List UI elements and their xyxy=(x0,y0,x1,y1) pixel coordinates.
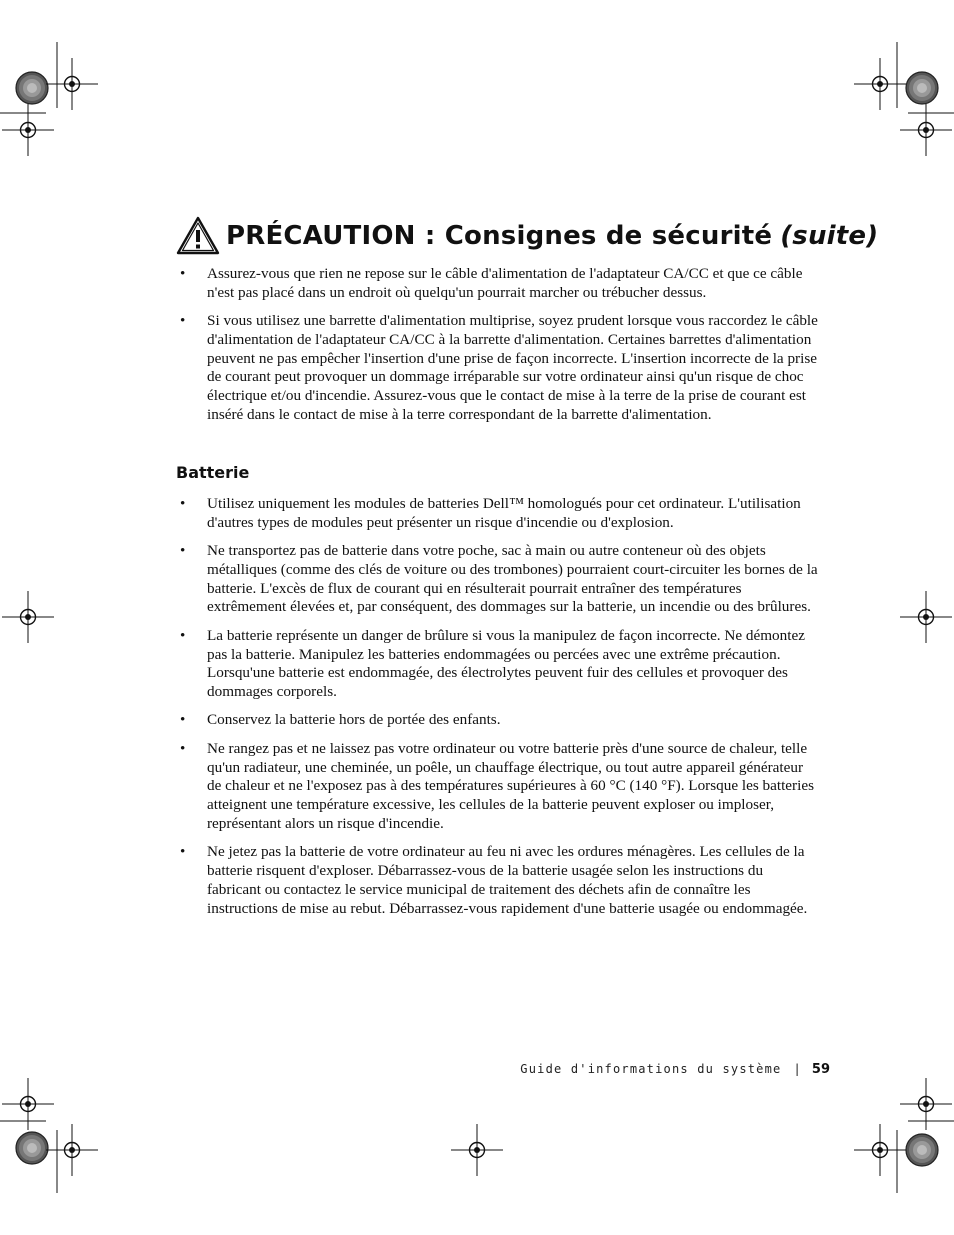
title-suite: (suite) xyxy=(780,221,879,251)
list-item-text: Ne transportez pas de batterie dans votre poche, sac à main ou autre conteneur où des objets métalliques (comme des clés de voiture ou des trombones) pourraient court-circuiter les bornes de la batterie. L'excès de flux de courant qui en résulterait pourrait entraîner des températures extrêmement élevées et, par conséquent, des dommages sur la batterie, un incendie ou des brûlures. xyxy=(207,542,818,616)
footer-guide-title: Guide d'informations du système xyxy=(520,1062,782,1076)
registration-crosshair-icon xyxy=(2,1078,54,1130)
list-item-text: Ne rangez pas et ne laissez pas votre ordinateur ou votre batterie près d'une source de chaleur, telle qu'un radiateur, une cheminée, un poêle, un chauffage électrique, ou tout autre appareil générateur de chaleur et ne l'exposez pas à des températures supérieures à 60 °C (140 °F). Lorsque les batteries atteignent une température excessive, les cellules de la batterie peuvent exploser ou imploser, représentant alors un risque d'incendie. xyxy=(207,739,814,832)
page-number: 59 xyxy=(811,1062,830,1077)
registration-crosshair-icon xyxy=(900,104,952,156)
registration-crosshair-icon xyxy=(900,591,952,643)
list-item xyxy=(180,312,820,425)
registration-starburst-icon xyxy=(16,1132,48,1164)
list-item-text: Utilisez uniquement les modules de batteries Dell™ homologués pour cet ordinateur. L'utilisation d'autres types de modules peut présenter un risque d'incendie ou d'explosion. xyxy=(207,495,801,531)
bullet: • xyxy=(180,542,186,560)
list-item xyxy=(180,843,820,918)
registration-crosshair-icon xyxy=(2,104,54,156)
registration-crosshair-icon xyxy=(900,1078,952,1130)
bullet: • xyxy=(180,265,186,282)
page-title xyxy=(176,216,878,256)
bullet: • xyxy=(180,711,186,729)
section-heading-batterie: Batterie xyxy=(176,463,250,482)
list-item-text: Ne jetez pas la batterie de votre ordinateur au feu ni avec les ordures ménagères. Les cellules de la batterie risquent d'exploser. Débarrassez-vous de la batterie usagée selon les instructions du fabricant ou contactez le service municipal de traitement des déchets afin de connaître les instructions de mise au rebut. Débarrassez-vous rapidement d'une batterie usagée ou endommagée. xyxy=(207,843,808,917)
list-item xyxy=(180,627,820,702)
registration-crosshair-icon xyxy=(854,58,906,110)
bullet: • xyxy=(180,626,186,644)
registration-crosshair-icon xyxy=(451,1124,503,1176)
list-item-text: Conservez la batterie hors de portée des enfants. xyxy=(207,711,501,729)
safety-list-top xyxy=(180,265,820,434)
list-item xyxy=(180,542,820,617)
page-footer xyxy=(520,1062,830,1077)
list-item xyxy=(180,265,820,303)
registration-crosshair-icon xyxy=(854,1124,906,1176)
registration-starburst-icon xyxy=(906,72,938,104)
bullet: • xyxy=(180,843,186,861)
list-item xyxy=(180,740,820,834)
bullet: • xyxy=(180,312,186,330)
list-item-text: La batterie représente un danger de brûlure si vous la manipulez de façon incorrecte. Ne démontez pas la batterie. Manipulez les batteries endommagées ou percées avec une extrême précaution. Lorsqu'une batterie est endommagée, des électrolytes peuvent fuir des cellules et provoquer des dommages corporels. xyxy=(207,626,805,701)
battery-list xyxy=(180,495,820,928)
registration-crosshair-icon xyxy=(46,58,98,110)
registration-starburst-icon xyxy=(906,1134,938,1166)
registration-starburst-icon xyxy=(16,72,48,104)
list-item-text: Si vous utilisez une barrette d'alimentation multiprise, soyez prudent lorsque vous raccordez le câble d'alimentation de l'adaptateur CA/CC à la barrette d'alimentation. Certaines barrettes d'alimentation peuvent ne pas empêcher l'insertion d'une prise de façon incorrecte. L'insertion incorrecte de la prise de courant peut provoquer un dommage irréparable sur votre ordinateur ainsi qu'un risque de choc électrique et/ou d'incendie. Assurez-vous que le contact de mise à la terre de la prise de courant est inséré dans le contact de mise à la terre correspondant de la barrette d'alimentation. xyxy=(207,312,818,424)
registration-crosshair-icon xyxy=(2,591,54,643)
warning-triangle-icon xyxy=(176,216,220,256)
list-item-text: Assurez-vous que rien ne repose sur le câble d'alimentation de l'adaptateur CA/CC et que ce câble n'est pas placé dans un endroit où quelqu'un pourrait marcher ou trébucher dessus. xyxy=(207,265,803,301)
registration-crosshair-icon xyxy=(46,1124,98,1176)
list-item xyxy=(180,495,820,533)
bullet: • xyxy=(180,495,186,512)
footer-separator: | xyxy=(793,1062,802,1076)
bullet: • xyxy=(180,739,186,757)
list-item xyxy=(180,711,820,730)
title-main: PRÉCAUTION : Consignes de sécurité xyxy=(226,221,773,251)
